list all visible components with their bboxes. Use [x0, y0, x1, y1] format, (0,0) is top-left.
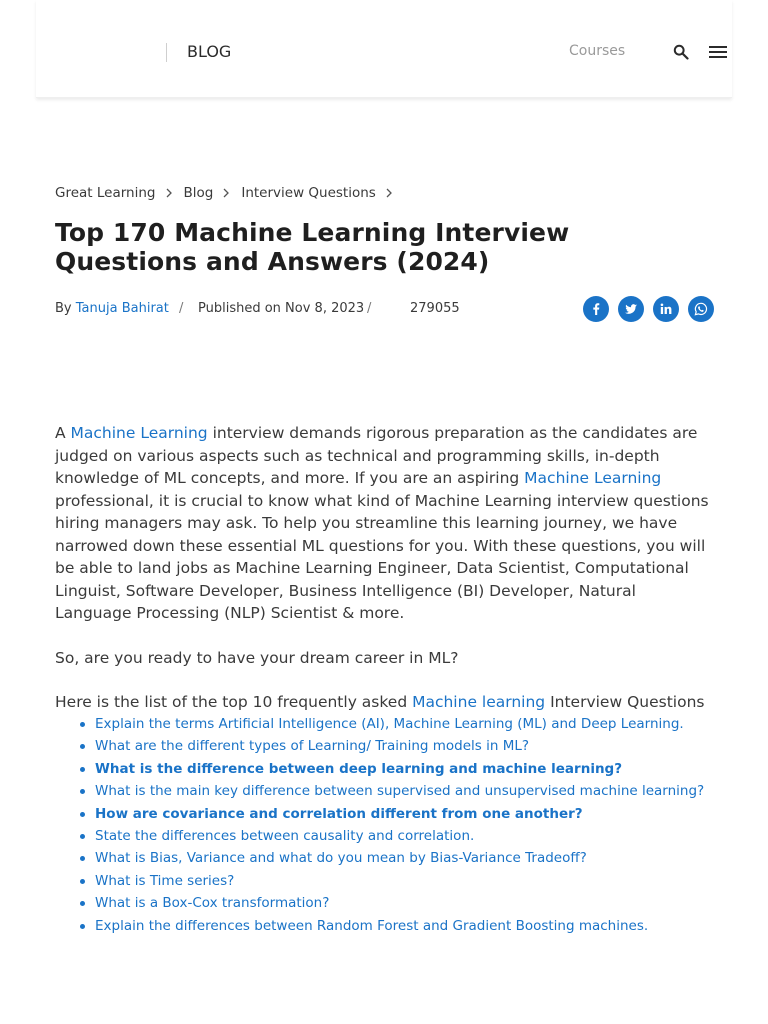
blog-section-link[interactable]: BLOG — [187, 42, 232, 61]
list-intro-paragraph — [55, 691, 715, 714]
share-facebook-button[interactable] — [583, 296, 609, 322]
chevron-right-icon — [385, 188, 393, 198]
breadcrumb-interview-questions[interactable]: Interview Questions — [241, 185, 376, 201]
intro-text: professional, it is crucial to know what kind of Machine Learning interview questions hiring managers may ask. To help you streamline this learning journey, we have narrowed down these essential ML questions for you. With these questions, you will be able to land jobs as Machine Learning Engineer, Data Scientist, Computational Linguist, Software Developer, Business Intelligence (BI) Developer, Natural Language Processing (NLP) Scientist & more. — [55, 491, 709, 622]
machine-learning-link[interactable]: Machine learning — [412, 693, 546, 711]
by-prefix: By — [55, 301, 72, 316]
twitter-icon — [624, 302, 638, 316]
facebook-icon — [589, 302, 603, 316]
question-link[interactable]: State the differences between causality and correlation. — [95, 825, 715, 847]
view-count: 279055 — [410, 301, 460, 316]
question-link[interactable]: What is Bias, Variance and what do you mean by Bias-Variance Tradeoff? — [95, 847, 715, 869]
intro-text: A — [55, 424, 71, 442]
question-link[interactable]: What is a Box-Cox transformation? — [95, 892, 715, 914]
machine-learning-link[interactable]: Machine Learning — [524, 469, 662, 487]
question-paragraph: So, are you ready to have your dream career in ML? — [55, 648, 459, 667]
courses-nav-link[interactable]: Courses — [569, 43, 626, 59]
search-icon[interactable] — [673, 44, 689, 60]
meta-separator: / — [179, 301, 184, 316]
question-link[interactable]: What is Time series? — [95, 870, 715, 892]
intro-paragraph — [55, 422, 715, 625]
question-list — [95, 713, 715, 937]
breadcrumb — [55, 185, 404, 201]
question-link[interactable]: How are covariance and correlation different from one another? — [95, 803, 715, 825]
linkedin-icon — [659, 302, 673, 316]
share-linkedin-button[interactable] — [653, 296, 679, 322]
article-body — [55, 422, 715, 736]
question-link[interactable]: What are the different types of Learning/ Training models in ML? — [95, 735, 715, 757]
meta-separator: / — [367, 301, 372, 316]
chevron-right-icon — [165, 188, 173, 198]
chevron-right-icon — [222, 188, 230, 198]
author-byline — [55, 301, 169, 316]
share-twitter-button[interactable] — [618, 296, 644, 322]
published-date: Published on Nov 8, 2023 — [198, 301, 365, 316]
site-header — [36, 0, 732, 98]
header-divider — [166, 43, 167, 62]
list-intro-text: Here is the list of the top 10 frequently asked — [55, 693, 413, 711]
machine-learning-link[interactable]: Machine Learning — [70, 424, 208, 442]
question-link[interactable]: What is the main key difference between supervised and unsupervised machine learning? — [95, 780, 715, 802]
question-link[interactable]: Explain the differences between Random Forest and Gradient Boosting machines. — [95, 915, 715, 937]
breadcrumb-blog[interactable]: Blog — [183, 185, 214, 201]
share-whatsapp-button[interactable] — [688, 296, 714, 322]
hamburger-menu-icon[interactable] — [709, 45, 727, 59]
intro-text: interview demands rigorous preparation as the candidates are judged on various aspects such as technical and programming skills, in-depth knowledge of ML concepts, and more. If you are an aspiring — [55, 424, 698, 487]
eye-icon — [389, 303, 405, 315]
author-link[interactable]: Tanuja Bahirat — [75, 301, 169, 316]
list-intro-text: Interview Questions — [545, 693, 705, 711]
article-meta — [55, 299, 715, 321]
question-link[interactable]: What is the difference between deep learning and machine learning? — [95, 758, 715, 780]
question-link[interactable]: Explain the terms Artificial Intelligence (AI), Machine Learning (ML) and Deep Learning. — [95, 713, 715, 735]
whatsapp-icon — [694, 302, 708, 316]
breadcrumb-great-learning[interactable]: Great Learning — [55, 185, 156, 201]
page-title: Top 170 Machine Learning Interview Questions and Answers (2024) — [55, 218, 570, 276]
